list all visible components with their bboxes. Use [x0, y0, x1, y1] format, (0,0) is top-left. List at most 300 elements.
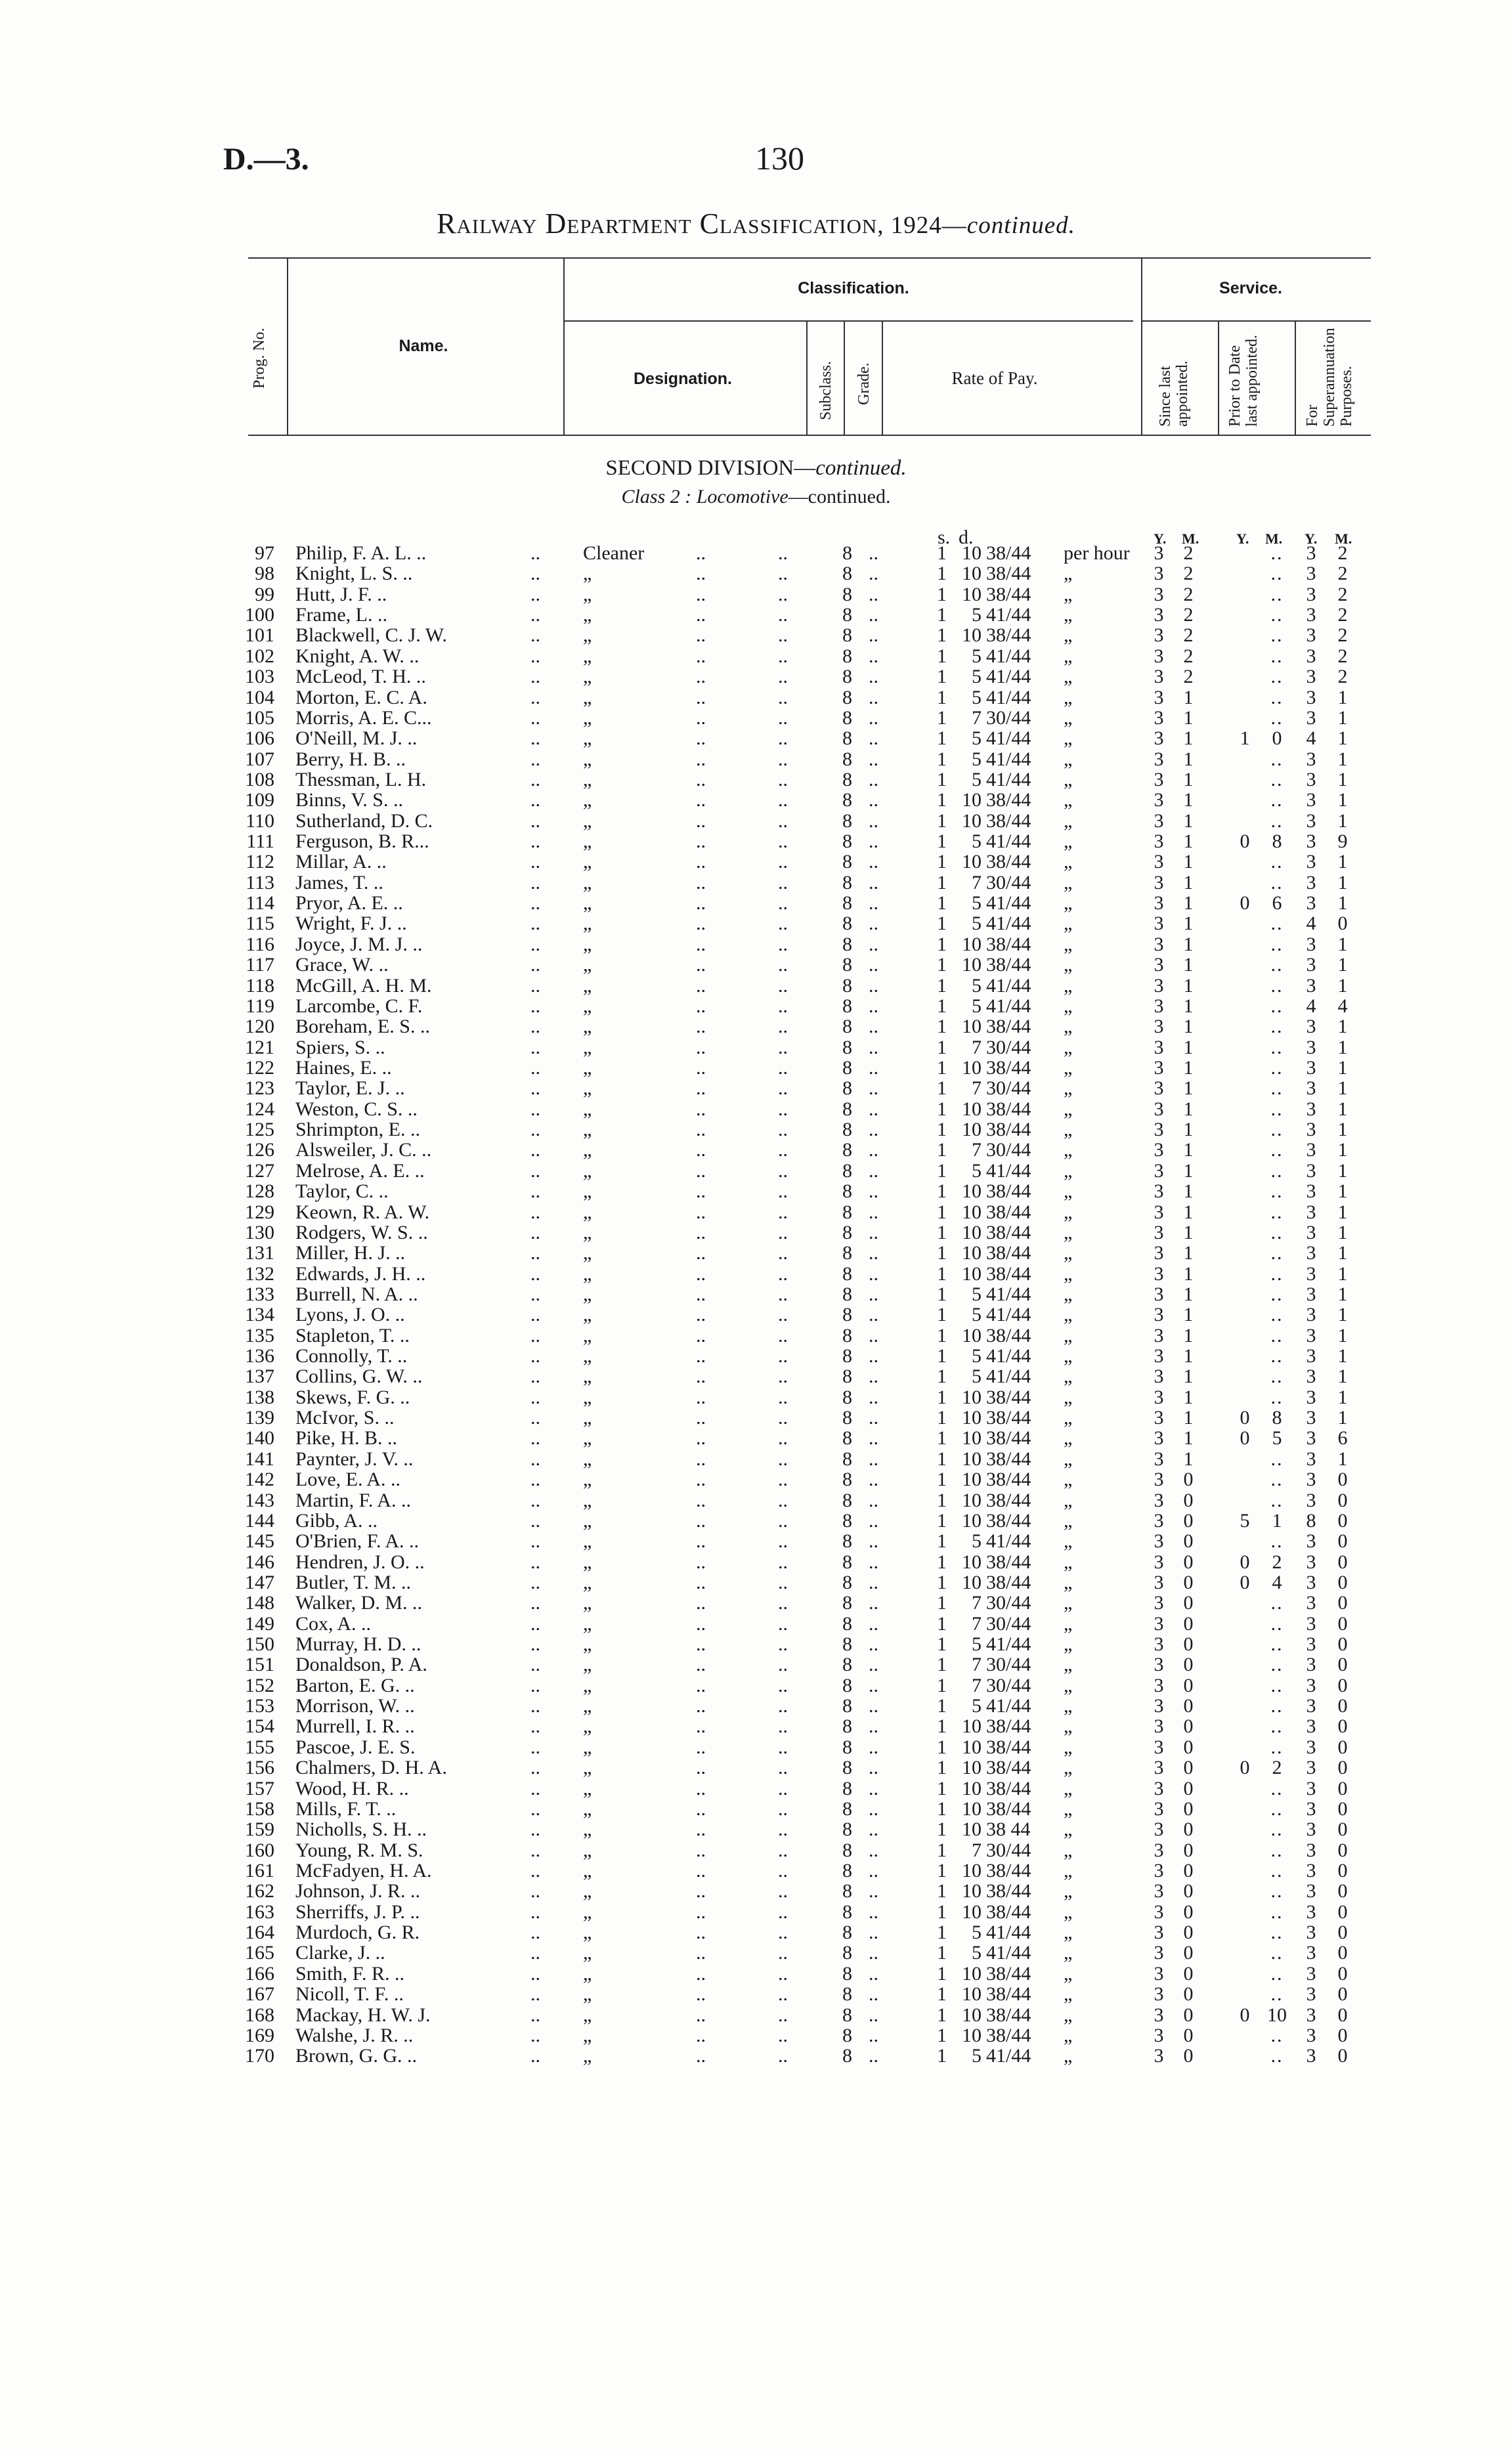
rate-fraction: 41/44: [986, 768, 1031, 790]
since-years: 3: [1154, 1159, 1164, 1182]
staff-name: Keown, R. A. W.: [295, 1201, 430, 1223]
rate-pence: 10: [962, 1016, 982, 1038]
rate-fraction: 41/44: [986, 666, 1031, 688]
staff-name: Nicholls, S. H. ..: [295, 1818, 427, 1841]
leader-dots: ..: [778, 1922, 788, 1944]
since-months: 0: [1183, 1469, 1194, 1491]
super-years: 3: [1306, 624, 1316, 647]
designation: „: [583, 1345, 592, 1367]
leader-dots: ..: [696, 1901, 706, 1923]
leader-dots: ..: [778, 1469, 788, 1491]
rate-shillings: 1: [937, 1159, 947, 1182]
rate-pence: 10: [962, 542, 982, 564]
super-months: 1: [1337, 1262, 1348, 1285]
prior-years: 0: [1240, 2004, 1250, 2026]
leader-dots: ..: [696, 1571, 706, 1593]
super-months: 0: [1337, 1962, 1348, 1985]
leader-dots: ..: [778, 1633, 788, 1656]
staff-name: Morrison, W. ..: [295, 1695, 415, 1717]
prior-months: ..: [1270, 768, 1284, 790]
header-rate-of-pay: Rate of Pay.: [951, 368, 1038, 388]
rate-period: „: [1064, 563, 1073, 585]
since-years: 3: [1154, 1345, 1164, 1367]
rate-period: „: [1064, 1860, 1073, 1881]
table-row: [0, 1037, 1512, 1058]
leader-dots: ..: [869, 1983, 878, 2006]
division-continued: continued.: [815, 456, 907, 480]
prog-number: 130: [245, 1221, 274, 1243]
leader-dots: ..: [530, 1036, 540, 1058]
rate-period: „: [1064, 974, 1073, 997]
leader-dots: ..: [778, 604, 788, 626]
leader-dots: ..: [778, 892, 788, 914]
rate-fraction: 41/44: [986, 892, 1031, 914]
since-years: 3: [1154, 1530, 1164, 1553]
rate-shillings: 1: [937, 1016, 947, 1038]
prior-months: ..: [1270, 1489, 1284, 1511]
rate-period: „: [1064, 1365, 1073, 1388]
designation: „: [583, 686, 592, 708]
leader-dots: ..: [869, 727, 878, 750]
rate-fraction: 38/44: [986, 851, 1031, 873]
rate-shillings: 1: [937, 666, 947, 688]
designation: „: [583, 748, 592, 770]
since-months: 1: [1183, 954, 1194, 976]
rate-period: „: [1064, 1942, 1073, 1964]
rate-pence: 10: [962, 1221, 982, 1243]
prior-months: ..: [1270, 1530, 1284, 1553]
super-years: 3: [1306, 1530, 1316, 1553]
leader-dots: ..: [869, 1818, 878, 1841]
super-years: 3: [1306, 1119, 1316, 1141]
leader-dots: ..: [696, 666, 706, 688]
super-years: 3: [1306, 1016, 1316, 1038]
staff-name: Melrose, A. E. ..: [295, 1159, 425, 1182]
staff-name: Ferguson, B. R...: [295, 830, 429, 853]
staff-name: Larcombe, C. F.: [295, 995, 423, 1017]
prior-months: ..: [1270, 563, 1284, 585]
rate-period: „: [1064, 1077, 1073, 1100]
table-row: [0, 708, 1512, 728]
since-years: 3: [1154, 974, 1164, 997]
prior-months: ..: [1270, 604, 1284, 626]
prior-months: ..: [1270, 1901, 1284, 1923]
designation: „: [583, 1695, 592, 1717]
leader-dots: ..: [778, 542, 788, 564]
rate-fraction: 38/44: [986, 1407, 1031, 1429]
since-months: 0: [1183, 1983, 1194, 2006]
rate-period: „: [1064, 1880, 1073, 1902]
designation: „: [583, 1757, 592, 1779]
prior-months: ..: [1270, 1304, 1284, 1326]
prior-months: ..: [1270, 1674, 1284, 1696]
rate-pence: 5: [972, 2045, 982, 2067]
rate-period: „: [1064, 1139, 1073, 1161]
leader-dots: ..: [778, 789, 788, 811]
designation: „: [583, 1860, 592, 1881]
rate-pence: 10: [962, 1098, 982, 1120]
leader-dots: ..: [530, 1571, 540, 1593]
leader-dots: ..: [778, 1448, 788, 1470]
since-months: 2: [1183, 563, 1194, 585]
prior-months: ..: [1270, 1159, 1284, 1182]
super-months: 0: [1337, 1530, 1348, 1553]
leader-dots: ..: [530, 1592, 540, 1614]
since-months: 2: [1183, 624, 1194, 647]
subclass: 8: [842, 913, 852, 935]
rate-shillings: 1: [937, 1098, 947, 1120]
rate-pence: 10: [962, 809, 982, 832]
prog-number: 99: [255, 583, 274, 605]
subclass: 8: [842, 871, 852, 893]
designation: „: [583, 1530, 592, 1553]
leader-dots: ..: [530, 830, 540, 853]
prior-months: ..: [1270, 1695, 1284, 1717]
super-years: 3: [1306, 1922, 1316, 1944]
staff-name: Pascoe, J. E. S.: [295, 1736, 416, 1758]
designation: „: [583, 1674, 592, 1696]
since-months: 0: [1183, 2045, 1194, 2067]
rate-shillings: 1: [937, 954, 947, 976]
subclass: 8: [842, 1139, 852, 1161]
leader-dots: ..: [778, 563, 788, 585]
rate-shillings: 1: [937, 1036, 947, 1058]
prog-number: 166: [245, 1962, 274, 1985]
prog-number: 133: [245, 1283, 274, 1305]
leader-dots: ..: [696, 686, 706, 708]
rate-period: „: [1064, 1159, 1073, 1182]
super-months: 0: [1337, 2004, 1348, 2026]
since-months: 0: [1183, 1942, 1194, 1964]
leader-dots: ..: [530, 1757, 540, 1779]
subclass: 8: [842, 1777, 852, 1799]
leader-dots: ..: [778, 1571, 788, 1593]
rate-fraction: 41/44: [986, 1530, 1031, 1553]
prior-months: ..: [1270, 809, 1284, 832]
title-continued: continued.: [966, 212, 1075, 239]
prior-months: ..: [1270, 1448, 1284, 1470]
super-years: 3: [1306, 1262, 1316, 1285]
super-months: 1: [1337, 933, 1348, 955]
rate-period: „: [1064, 1839, 1073, 1861]
super-months: 1: [1337, 706, 1348, 729]
since-years: 3: [1154, 1098, 1164, 1120]
leader-dots: ..: [530, 789, 540, 811]
table-row: [0, 831, 1512, 851]
subclass: 8: [842, 1880, 852, 1902]
subclass: 8: [842, 1551, 852, 1573]
leader-dots: ..: [696, 1962, 706, 1985]
super-years: 3: [1306, 892, 1316, 914]
since-months: 0: [1183, 1860, 1194, 1881]
since-months: 1: [1183, 1283, 1194, 1305]
designation: „: [583, 1962, 592, 1985]
super-years: 3: [1306, 1695, 1316, 1717]
subclass: 8: [842, 1201, 852, 1223]
rate-shillings: 1: [937, 1551, 947, 1573]
prior-months: ..: [1270, 748, 1284, 770]
staff-name: Joyce, J. M. J. ..: [295, 933, 423, 955]
table-row: [0, 1593, 1512, 1613]
rate-pence: 10: [962, 1262, 982, 1285]
staff-name: Morris, A. E. C...: [295, 706, 432, 729]
since-years: 3: [1154, 1509, 1164, 1532]
leader-dots: ..: [530, 1427, 540, 1450]
leader-dots: ..: [869, 871, 878, 893]
since-years: 3: [1154, 1304, 1164, 1326]
staff-name: Walshe, J. R. ..: [295, 2024, 414, 2046]
leader-dots: ..: [778, 1119, 788, 1141]
prog-number: 132: [245, 1262, 274, 1285]
since-years: 3: [1154, 1633, 1164, 1656]
super-years: 3: [1306, 789, 1316, 811]
super-years: 3: [1306, 1551, 1316, 1573]
rate-shillings: 1: [937, 1407, 947, 1429]
rate-period: „: [1064, 1469, 1073, 1491]
rate-shillings: 1: [937, 1324, 947, 1346]
leader-dots: ..: [696, 727, 706, 750]
since-months: 1: [1183, 830, 1194, 853]
prog-number: 123: [245, 1077, 274, 1100]
rate-shillings: 1: [937, 1304, 947, 1326]
since-years: 3: [1154, 1612, 1164, 1635]
rate-period: „: [1064, 1962, 1073, 1985]
rate-fraction: 30/44: [986, 1592, 1031, 1614]
leader-dots: ..: [869, 933, 878, 955]
since-years: 3: [1154, 1880, 1164, 1902]
since-months: 1: [1183, 1304, 1194, 1326]
leader-dots: ..: [869, 1736, 878, 1758]
rate-shillings: 1: [937, 706, 947, 729]
table-row: [0, 1531, 1512, 1551]
leader-dots: ..: [778, 1962, 788, 1985]
designation: „: [583, 563, 592, 585]
rate-period: „: [1064, 871, 1073, 893]
super-months: 1: [1337, 1036, 1348, 1058]
rate-pence: 5: [972, 913, 982, 935]
leader-dots: ..: [869, 1489, 878, 1511]
table-row: [0, 1881, 1512, 1901]
prog-number: 142: [245, 1469, 274, 1491]
leader-dots: ..: [869, 1345, 878, 1367]
designation: „: [583, 727, 592, 750]
prog-number: 140: [245, 1427, 274, 1450]
leader-dots: ..: [778, 1221, 788, 1243]
staff-name: Philip, F. A. L. ..: [295, 542, 427, 564]
super-years: 3: [1306, 2004, 1316, 2026]
since-years: 3: [1154, 1489, 1164, 1511]
leader-dots: ..: [778, 871, 788, 893]
super-years: 3: [1306, 1736, 1316, 1758]
super-years: 3: [1306, 645, 1316, 667]
rate-pence: 10: [962, 1324, 982, 1346]
rate-shillings: 1: [937, 1654, 947, 1676]
super-years: 3: [1306, 1839, 1316, 1861]
rate-pence: 7: [972, 706, 982, 729]
table-row: [0, 1387, 1512, 1408]
prog-number: 105: [245, 706, 274, 729]
col-divider-since: [1218, 320, 1219, 436]
prior-months: ..: [1270, 1612, 1284, 1635]
prior-months: ..: [1270, 1633, 1284, 1656]
table-row: [0, 1757, 1512, 1778]
subclass: 8: [842, 1469, 852, 1491]
leader-dots: ..: [530, 1530, 540, 1553]
super-years: 3: [1306, 1757, 1316, 1779]
leader-dots: ..: [696, 913, 706, 935]
subclass: 8: [842, 1407, 852, 1429]
prior-years: 0: [1240, 1407, 1250, 1429]
rate-shillings: 1: [937, 1365, 947, 1388]
staff-name: Chalmers, D. H. A.: [295, 1757, 447, 1779]
rate-fraction: 30/44: [986, 1036, 1031, 1058]
rate-fraction: 41/44: [986, 1695, 1031, 1717]
prog-number: 164: [245, 1922, 274, 1944]
super-months: 1: [1337, 1077, 1348, 1100]
rate-period: „: [1064, 1633, 1073, 1656]
subclass: 8: [842, 1654, 852, 1676]
leader-dots: ..: [530, 1797, 540, 1820]
prog-number: 129: [245, 1201, 274, 1223]
leader-dots: ..: [530, 871, 540, 893]
staff-name: Morton, E. C. A.: [295, 686, 427, 708]
leader-dots: ..: [530, 1077, 540, 1100]
leader-dots: ..: [869, 1612, 878, 1635]
table-row: [0, 1119, 1512, 1140]
super-months: 0: [1337, 1571, 1348, 1593]
leader-dots: ..: [869, 748, 878, 770]
subclass: 8: [842, 1489, 852, 1511]
unit-pence: d.: [959, 527, 974, 548]
designation: „: [583, 1983, 592, 2006]
rate-pence: 10: [962, 1469, 982, 1491]
since-years: 3: [1154, 666, 1164, 688]
super-months: 1: [1337, 809, 1348, 832]
super-months: 0: [1337, 2045, 1348, 2067]
leader-dots: ..: [530, 913, 540, 935]
leader-dots: ..: [869, 542, 878, 564]
prior-months: ..: [1270, 1098, 1284, 1120]
leader-dots: ..: [696, 604, 706, 626]
leader-dots: ..: [869, 1633, 878, 1656]
table-row: [0, 1304, 1512, 1325]
rate-fraction: 30/44: [986, 1139, 1031, 1161]
subclass: 8: [842, 1695, 852, 1717]
rate-fraction: 41/44: [986, 604, 1031, 626]
leader-dots: ..: [869, 666, 878, 688]
table-row: [0, 811, 1512, 831]
since-months: 1: [1183, 1345, 1194, 1367]
prior-months: 6: [1272, 892, 1282, 914]
prior-months: ..: [1270, 2024, 1284, 2046]
since-years: 3: [1154, 1777, 1164, 1799]
super-years: 4: [1306, 913, 1316, 935]
since-years: 3: [1154, 1860, 1164, 1881]
super-months: 6: [1337, 1427, 1348, 1450]
rate-pence: 10: [962, 1489, 982, 1511]
prior-years: 5: [1240, 1509, 1250, 1532]
super-months: 0: [1337, 1922, 1348, 1944]
unit-months-2: M.: [1265, 530, 1283, 547]
leader-dots: ..: [696, 1056, 706, 1079]
since-months: 1: [1183, 933, 1194, 955]
leader-dots: ..: [696, 892, 706, 914]
rate-pence: 5: [972, 1283, 982, 1305]
leader-dots: ..: [778, 1427, 788, 1450]
leader-dots: ..: [530, 1345, 540, 1367]
leader-dots: ..: [869, 563, 878, 585]
rate-pence: 7: [972, 1674, 982, 1696]
prior-months: ..: [1270, 789, 1284, 811]
subclass: 8: [842, 892, 852, 914]
since-months: 0: [1183, 1654, 1194, 1676]
prior-months: ..: [1270, 1839, 1284, 1861]
super-months: 1: [1337, 1283, 1348, 1305]
table-row: [0, 1984, 1512, 2004]
leader-dots: ..: [869, 1592, 878, 1614]
leader-dots: ..: [530, 1098, 540, 1120]
prog-number: 117: [246, 954, 274, 976]
rate-shillings: 1: [937, 1860, 947, 1881]
leader-dots: ..: [696, 1509, 706, 1532]
leader-dots: ..: [530, 542, 540, 564]
rate-period: „: [1064, 1036, 1073, 1058]
rate-pence: 5: [972, 604, 982, 626]
staff-name: O'Brien, F. A. ..: [295, 1530, 420, 1553]
leader-dots: ..: [778, 1407, 788, 1429]
rate-shillings: 1: [937, 1345, 947, 1367]
leader-dots: ..: [696, 1221, 706, 1243]
staff-name: Lyons, J. O. ..: [295, 1304, 405, 1326]
leader-dots: ..: [530, 1612, 540, 1635]
rate-shillings: 1: [937, 624, 947, 647]
table-row: [0, 1716, 1512, 1736]
super-years: 3: [1306, 1180, 1316, 1203]
since-months: 0: [1183, 1880, 1194, 1902]
leader-dots: ..: [696, 789, 706, 811]
leader-dots: ..: [696, 1797, 706, 1820]
table-row: [0, 1572, 1512, 1593]
designation: „: [583, 892, 592, 914]
leader-dots: ..: [696, 830, 706, 853]
leader-dots: ..: [778, 809, 788, 832]
super-years: 3: [1306, 563, 1316, 585]
header-classification: Classification.: [798, 279, 909, 297]
table-row: [0, 1737, 1512, 1757]
leader-dots: ..: [869, 624, 878, 647]
rate-fraction: 38/44: [986, 1180, 1031, 1203]
since-months: 2: [1183, 604, 1194, 626]
rate-period: „: [1064, 1983, 1073, 2006]
leader-dots: ..: [696, 1983, 706, 2006]
prog-number: 143: [245, 1489, 274, 1511]
leader-dots: ..: [778, 1839, 788, 1861]
rate-fraction: 38/44: [986, 1489, 1031, 1511]
super-months: 0: [1337, 1736, 1348, 1758]
leader-dots: ..: [778, 830, 788, 853]
designation: „: [583, 2004, 592, 2026]
designation: „: [583, 1571, 592, 1593]
prior-months: ..: [1270, 1880, 1284, 1902]
designation: „: [583, 789, 592, 811]
rate-pence: 5: [972, 830, 982, 853]
table-row: [0, 913, 1512, 934]
leader-dots: ..: [530, 1818, 540, 1841]
leader-dots: ..: [778, 1365, 788, 1388]
leader-dots: ..: [530, 2004, 540, 2026]
leader-dots: ..: [530, 809, 540, 832]
since-months: 1: [1183, 1036, 1194, 1058]
